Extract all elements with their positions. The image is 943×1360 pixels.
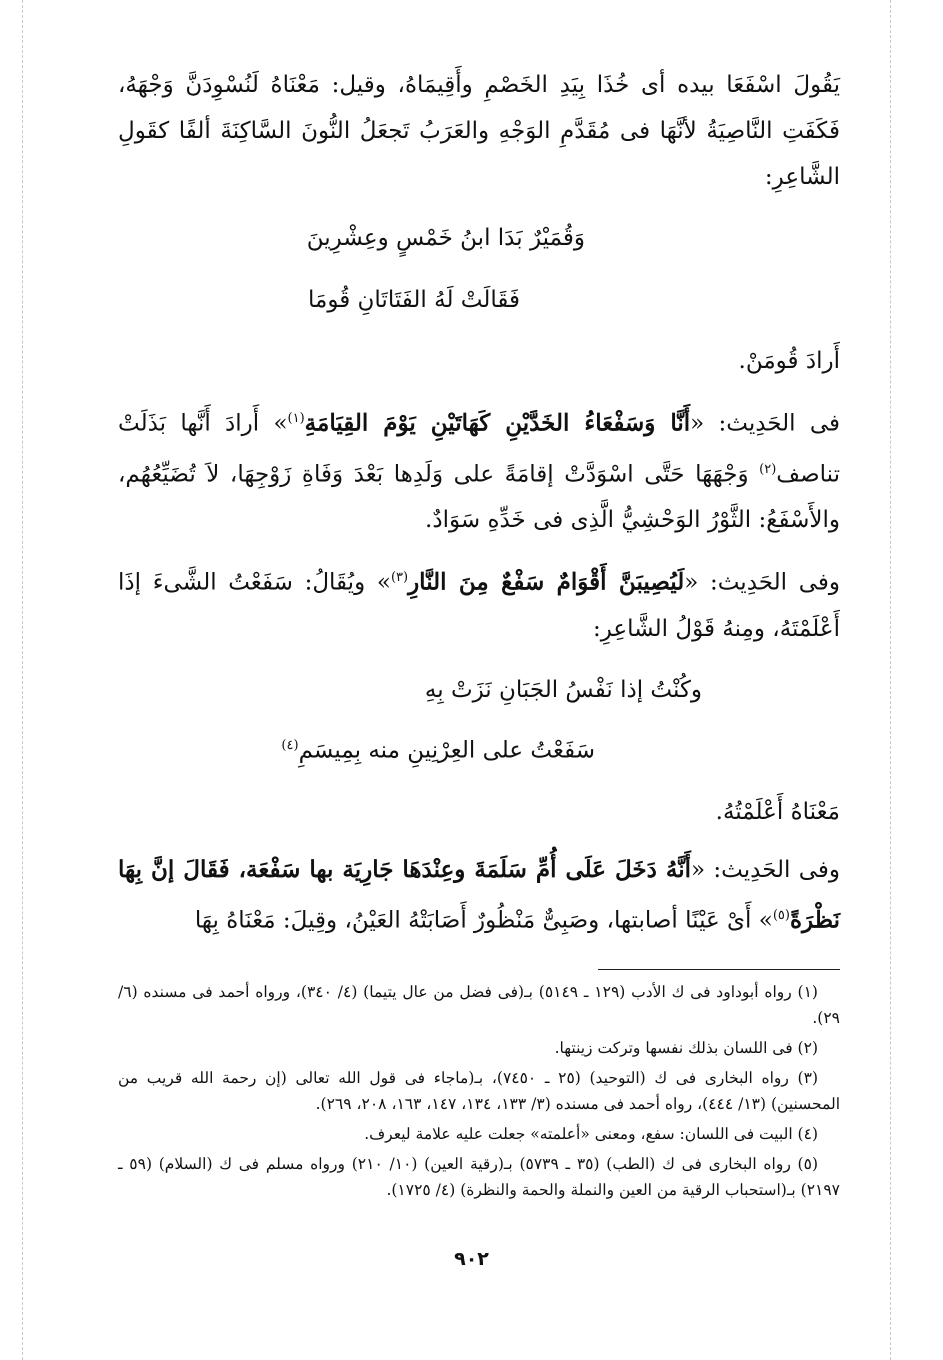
verse-line-1: وَقُمَيْرٌ بَدَا ابنُ خَمْسٍ وعِشْرِينَ [306,225,585,251]
verse-line-2: فَقَالَتْ لَهُ الفَتَاتَانِ قُومَا [308,287,520,313]
hadith-intro: وفى الحَدِيث: « [691,856,841,883]
paragraph-5: مَعْنَاهُ أَعْلَمْتُهُ. [715,798,840,825]
paragraph-2: أَرادَ قُومَنْ. [738,348,840,374]
verse-line-4-text: سَفَعْتُ على العِرْنِينِ منه بِمِيسَمِ [298,737,595,764]
paragraph-6-continuation: » أَىْ عَيْنًا أصابتها، وصَبِىٌّ مَنْظُورٌ أَصَابَتْهُ العَيْنُ، وقِيلَ: مَعْنَاهُ بِهَا [194,907,773,934]
hadith-text: أَنَّهُ دَخَلَ عَلَى أُمِّ سَلَمَةَ وعِنْدَهَا جَارِيَة بها سَفْعَة، فَقَالَ إنَّ بِهَا نَظْرَةً [118,855,840,934]
footnote-2: (٢) فى اللسان بذلك نفسها وتركت زينتها. [554,1039,818,1058]
footnote-ref-4: (٤) [281,737,299,753]
paragraph-1: يَقُولَ اسْفَعَا بيده أى خُذَا بِيَدِ الخَصْمِ وأَقِيمَاهُ، وقيل: مَعْنَاهُ لَنُسْوِدَنَّ وَجْهَهُ، فَكَفَتِ النَّاصِيَةُ لأنَّهَا فى مُقَدَّمِ الوَجْهِ والعَرَبُ تَجعَلُ النُّونَ السَّاكِنَةَ ألفًا كقَولِ الشَّاعِرِ: [118,72,840,190]
paragraph-4-continuation: » ويُقَالُ: سَفَعْتُ الشَّىءَ إذَا أَعْلَمْتَهُ، ومِنهُ قَوْلُ الشَّاعِرِ: [118,569,840,642]
paragraph-3 [118,396,840,543]
footnote-4: (٤) البيت فى اللسان: سفع، ومعنى «أعلمته» جعلت عليه علامة ليعرف. [364,1125,818,1144]
footnote-1: (١) رواه أبوداود فى ك الأدب (١٢٩ ـ ٥١٤٩) بـ(فى فضل من عال يتيما) (٤/ ٣٤٠)، ورواه أحمد فى مسنده (٦/ ٢٩). [118,983,840,1028]
hadith-text: أَنَّا وَسَفْعَاءُ الخَدَّيْنِ كَهَاتَيْنِ يَوْمَ القِيَامَةِ [304,409,691,437]
footnotes [118,979,840,1203]
paragraph-4 [118,555,840,652]
scan-edge-line-left [22,0,23,1360]
footnote-separator-line [598,969,840,970]
paragraph-6 [118,847,840,944]
footnote-separator [118,969,840,971]
paragraph-3-end: وَجْهَهَا حَتَّى اسْوَدَّتْ إقامَةً على وَلَدِها بَعْدَ وَفَاةِ زَوْجِهَا، لاَ تُضَيِّعُهُم، والأَسْفَعُ: الثَّوْرُ الوَحْشِيُّ الَّذِى فى خَدِّهِ سَوَادٌ. [118,461,840,534]
page-content [118,62,840,1207]
footnote-5: (٥) رواه البخارى فى ك (الطب) (٣٥ ـ ٥٧٣٩) بـ(رقية العين) (١٠/ ٢١٠) ورواه مسلم فى ك (السلام) (٥٩ ـ ٢١٩٧) بـ(استحباب الرقية من العين والنملة والحمة والنظرة) (٤/ ١٧٢٥). [118,1155,840,1200]
footnote-ref-5: (٥) [772,907,790,923]
footnote-3: (٣) رواه البخارى فى ك (التوحيد) (٢٥ ـ ٧٤٥٠)، بـ(ماجاء فى قول الله تعالى (إن رحمة الله قريب من المحسنين) (١٣/ ٤٤٤)، رواه أحمد فى مسنده (٣/ ١٣٣، ١٣٤، ١٤٧، ١٦٣، ٢٠٨، ٢٦٩). [118,1069,840,1114]
hadith-text: لَيُصِيبَنَّ أَقْوَامٌ سَفْعٌ مِنَ النَّارِ [408,568,685,596]
hadith-intro: وفى الحَدِيث: « [684,569,840,596]
hadith-intro: فى الحَدِيث: « [690,410,840,437]
paragraph-3-continuation: » أَرادَ أَنَّها بَذَلَتْ تناصف [118,410,840,488]
page-number: ٩٠٢ [454,1248,489,1270]
footnote-ref-1: (١) [287,411,305,426]
footnote-ref-3: (٣) [390,570,409,586]
verse-line-3: وكُنْتُ إذا نَفْسُ الجَبَانِ نَزَتْ بِهِ [424,676,702,703]
scan-edge-line-right [890,0,891,1360]
footnote-ref-2: (٢) [759,461,777,477]
verse-line-4 [118,726,595,771]
